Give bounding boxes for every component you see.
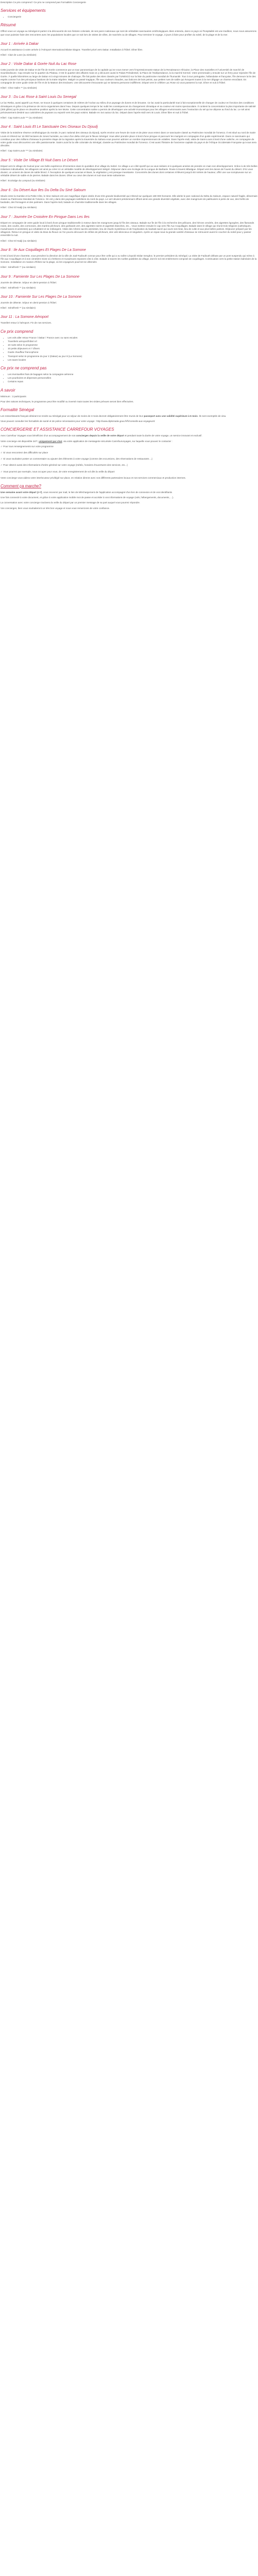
day-title: Jour 4 : Saint Louis Et Le Sanctuaire Des Oiseaux Du Djoudj (1, 125, 98, 129)
day-hotel: Hôtel : Chez El Hadji (ou similaire) (1, 239, 37, 242)
services-title: Services et équipements (1, 8, 46, 13)
day-title: Jour 6 : Du Désert Aux Iles Du Delta Du Siné Saloum (1, 188, 86, 192)
savoir-text: Pour des raisons techniques, le programme peut être modifié ou inversé mais toutes les visites prévues seront bien effectuées. (1, 400, 134, 403)
day-title: Jour 9 : Farniente Sur Les Plages De La Somone (1, 275, 79, 279)
includes-item: • 10 petits déjeuners et 7 dîners (8, 347, 257, 350)
resume-title: Résumé (1, 23, 16, 28)
day-10 (1, 295, 257, 310)
conciergerie-text-post: et pendant toute la durée de votre voyage, un service innovant et exclusif. (124, 434, 202, 437)
day-hotel: Hôtel : Cap Saint-Louis *** (ou similaire) (1, 116, 43, 120)
day-hotel: Hôtel : Chez El Hadji (ou similaire) (1, 206, 37, 209)
day-title: Jour 1 : Arrivée à Dakar (1, 42, 39, 46)
day-text: Transfert retour à l'aéroport. Fin de nos services. (1, 321, 52, 325)
savoir-title: A savoir (1, 387, 15, 393)
comment-title (1, 484, 257, 489)
day-text: Située entre la Gambie et la Petite Côte, le Sine Saloum est une magnifique région dotée d'une très grande biodiversité qui s'étend sur quelques 180 000 hectares. Elle abrite le parc national du Delta du Saloum, espace naturel fragile, désormais classé au Patrimoine Mondial de l'Unesco. On est y dans des paysages sahéliens du nord du pays. Le vert devient prédominant offrant ainsi une grande diversité végétale, avec des mangroves de palétuviers à perte de vue, des forêts de baobabs, des fromagers et des palmiers. Dans l'après-midi, balade en charrette traditionnelle dans les villages. (1, 194, 257, 204)
conciergerie-item: ✓ Si vous souhaitez poster un commentaire ou ajouter des éléments à votre voyage (comme des excursions, des réservations de restaurants ...) (1, 457, 153, 461)
day-title: Jour 2 : Visite Dakar & Gorée Nuit Au Lac Rose (1, 62, 77, 66)
day-text: Départ en compagnie de votre guide local à bord d'une pirogue traditionnelle à moteur dans les mangroves jusqu'à l'île des oiseaux. Balade sur île de l'île à la recherche des pélicans, des hérons cendrés, des aigrettes égorgées, des flamands roses, des courlis, des cormorans, des martins pêcheurs, des goélands vert, des aigrettes noires et aigrettes blanches, etc... Vous mettrez ensuite le cap vers l'île Aux Coquillages. Balade dans le village qui réunit trois religions (catholiques, musulmanes et animistes) qui cohabitent et se mélangent. Visite des Arbres sacrés animistes, lieu de rituels mystérieux et de l'explication du baobab sacré qui ouvre ses bras, lieu de culte et aux plus belles palmes. Déjeuner préparé par les villageois. Retour en pirogue et visite du Bras du fleuve où l'on pourra découvrir de drôles de pêcheurs, des vols silencieux et singuliers. Après un repas sous la grande variété d'oiseaux se retrouvent avant le coucher du soleil pour y passer ensemble la nuit. (1, 221, 254, 237)
day-title: Jour 7 : Journée De Croisière En Pirogue Dans Les Iles (1, 215, 90, 219)
day-text: Le lac Retba, aussi appelé Lac Rose, se trouve à quelques centaines de mètres de l'océan au milieu d'un paysage de dunes et de brousse. Ce lac avait la particularité tout à fait exceptionnelle de changer de couleur en fonction des conditions climatiques et grâce à la présence de micro-organismes dans l'eau. Depuis quelques temps le lac subit les conséquences du changement climatique et sa couleur est moins spectaculaire. Il contient la concentration la plus importante de salinité (300 g/litre) qui le place en deuxième position après la mer Morte. Cette concentration saline a permis de développer une activité économique pour les villages environnants avec l'extraction du sel qui se dépose au fond du lac. Le sel ainsi précieusement destiné aux cuisinières de paysans ou exporté vers les pays voisins. Balade en 4x4 autour du lac. Départ dans l'après-midi vers St Louis. Dîner libre et nuit à l'hôtel. (1, 101, 256, 114)
formalites-text-pre: Les ressortissants français désirant se rendre au Sénégal pour un séjour de moins de 3 mois devront obligatoirement être munis de leur (1, 414, 144, 417)
conciergerie-item: ✓ Vous pourrez par exemple, nous occuper pour vous, de votre enregistrement de vol dès la veille du départ (1, 470, 115, 473)
page (0, 0, 258, 533)
savoir-text: Minimum : 2 participants (1, 395, 26, 398)
comment-text-bold: Une semaine avant votre départ (J-7) (1, 491, 42, 494)
day-hotel: Hôtel : Clair de Lune (ou similaire) (1, 54, 37, 57)
intro-text: Description Ce prix comprend / Ce prix ne comprend pas Formalités Conciergerie (1, 1, 86, 4)
includes-item: • Les taxes locales (8, 359, 257, 362)
day-5 (1, 158, 257, 183)
day-text: Journée de détente. Séjour en demi-pension à l'hôtel. (1, 281, 57, 284)
excludes-item: • Les pourboires et dépenses personnelles (8, 377, 257, 380)
formalites-text (1, 415, 257, 418)
conciergerie-item: ✓ Pour tous renseignements sur votre programme (1, 445, 54, 448)
day-2 (1, 62, 257, 90)
day-7 (1, 215, 257, 243)
conciergerie-text-bold: concierges depuis la veille de votre départ (76, 434, 124, 437)
day-4 (1, 125, 257, 152)
day-11 (1, 315, 257, 325)
day-text: Journée de détente. Séjour en demi-pension à l'hôtel. (1, 301, 57, 304)
services-list (1, 15, 257, 19)
day-6 (1, 188, 257, 210)
conciergerie-text (1, 440, 257, 443)
formalites-title: Formalité Sénégal (1, 407, 34, 412)
day-hotel: Hôtel : Sénéfresh ** (ou similaire) (1, 286, 36, 289)
comment-text (1, 491, 257, 494)
resume-text: Offrez-vous un voyage au Sénégal et partez à la découverte de son histoire coloniale, de ses parcs nationaux qui sont de véritables sanctuaires ornithologiques. Bien entendu, dans ce pays où l'hospitalité est une tradition, nous nous assurerons que vous puissiez faire des rencontres avec les populations locales que ce soit lors de visites de villes, de marchés ou de villages. Pour terminer le voyage, 3 jours à faire pour profiter du soleil, de la plage et de la mer. (1, 30, 256, 36)
comment-text-post: , vous recevrez par mail, le lien de téléchargement de l'application accompagné d'un lien de connexion et de vos identifiants. (42, 491, 173, 494)
includes-item: • Transferts aéroport/hôtel A/r (8, 340, 257, 343)
comment-text: Vos concierges, bien vous souhaiteront un très bon voyage et nous vous remercions de votre confiance. (1, 506, 110, 510)
includes-item: • Transport selon le programme du jour 2 (Dakar) au jour 8 (La Somone) (8, 355, 257, 358)
day-hotel: Hôtel : Ecolodge du Lompoul (ou similaire) (1, 179, 45, 182)
comment-title-text: Comment ça marche? (1, 484, 41, 489)
comment-text: Une fois connecté à votre document, et grâce à votre application mobile mot de passe et accéder à vos informations de voyage (vols, hébergements, documents, ...). (1, 496, 174, 499)
excludes-item: • Les éventuelles frais de bagages selon la compagnie aérienne (8, 373, 257, 376)
excludes-item: • Certains repas (8, 380, 257, 383)
day-title: Jour 5 : Visite De Village Et Nuit Dans Le Désert (1, 158, 78, 162)
comment-text: La conversation avec votre concierge s'activera la veille du départ par un premier message de sa part auquel vous pourrez répondre. (1, 501, 140, 504)
day-text: Accueil et assistance à votre arrivée à l'Aéroport International Blaise Diagne. Transfert privé vers Dakar. Installation à l'hôtel. Dîner libre. (1, 48, 143, 51)
day-hotel: Hôtel : Sénéfresh ** (ou similaire) (1, 266, 36, 269)
day-title: Jour 8 : Ile Aux Coquillages Et Plages De La Somone (1, 248, 86, 252)
conciergerie-text-bold (39, 440, 62, 443)
conciergerie-text-pre: Votre concierge est disponible 24/7, (1, 439, 39, 443)
includes-item: • Guide chauffeur francophone (8, 351, 257, 354)
day-text: C'est à bord d'une charrette, vous prendrez la direction de la ville de Joal-Fadiouth connue pour être celle qui a vu naître Léopold Sédar Senghor, le premier président du Sénégal. La visite de Fadiouth débute par un pont suspendu qui mène à l'île aux Coquillages et à son cimetière mixte où chrétiens et musulmans reposent côte à côte. Balade à travers les ruelles paisibles du village, dont le sol est entièrement composé de coquillages. Continuation vers la petite station balnéaire de la Somone. Installation en maison d'hôtes sur la plage, où les voyageurs pourront se détendre. (1, 254, 257, 264)
day-9 (1, 275, 257, 290)
conciergerie-item: ✓ Pour obtenir aussi des informations d'ordre général sur votre voyage (météo, horaires d'ouvertures des services, etc...) (1, 464, 128, 467)
day-1 (1, 42, 257, 57)
day-3 (1, 95, 257, 120)
includes-item: • 10 nuits selon le programme (8, 344, 257, 347)
conciergerie-item: ✓ Si vous rencontrez des difficultés sur place (1, 451, 49, 454)
excludes-list (1, 373, 257, 384)
conciergerie-text-pre: Avec Carrefour Voyages vous bénéficiez d'un accompagnement de nos (1, 434, 76, 437)
day-8 (1, 248, 257, 269)
day-hotel: Hôtel : Sénéfresh ** (ou similaire) (1, 307, 36, 310)
conciergerie-text (1, 434, 257, 437)
includes-title: Ce prix comprend (1, 329, 34, 334)
excludes-title: Ce prix ne comprend pas (1, 365, 47, 370)
day-title: Jour 11 : La Somone Aéroport (1, 315, 49, 319)
includes-list (1, 336, 257, 362)
day-text: Cette journée de visite de Dakar et de l'île de Gorée commence par un tour panoramique de la capitale qui se vous mener vers l'impressionnante statue de la Renaissance Africaine, la Place des manielles et l'université de marché de Soumbedioune. Cap ensuite sur le quartier du Plateau. C'est le quartier des affaires mais on y découvre aussi le Palais Présidentiel, la Place de l'Indépendance, la la marché Kermel. Votre promenade y ensuite sur un ferry pour rejoindre l'île de Gorée. À quelle kilomètres au large de Dakar et à vingt minutes de chaloupe, l'île fait partie des sites classés par l'UNESCO sur la liste du patrimoine mondial de l'humanité. Tour à tour portugaise, hollandaise et française, l'île demeure la lie des esprits comme l'un des principaux bastions de la traite négrière. Malgré ce passé tragique, l'île aux couleurs chaudes, aux balcons de bois peints, aux petites rues de sable qui évoquent toutes à la mer dégage un charme envoûtant. En compagnie de votre guide visite de l'île et de la Maison des Esclaves. Une découverte émouvante qui ne laissera personne indifférent. Départ vers le célèbre Lac Rose où vous passerez la nuit. Dîner et nuit à l'hôtel. (1, 69, 256, 84)
includes-item: • Les vols aller retour France / Dakar / France avec ou sans escales (8, 336, 257, 340)
formalites-text-post: . Ils sont exemptés de visa. (198, 414, 227, 417)
day-hotel: Hôtel : Chez Salim ** (ou similaire) (1, 87, 37, 90)
conciergerie-text-post: , via votre application de messagerie sécurisée Carrefourvoyages, sur laquelle vous pouvez le contacter : (62, 439, 173, 443)
conciergerie-list (1, 445, 257, 473)
day-title: Jour 3 : Du Lac Rose à Saint Louis Du Senegal (1, 95, 76, 99)
conciergerie-title: CONCIERGERIE ET ASSISTANCE CARREFOUR VOYAGES (1, 427, 115, 432)
conciergerie-text-underline: uniquement par chat (39, 439, 62, 443)
day-hotel: Hôtel : Cap Saint-Louis *** (ou similaire) (1, 149, 43, 152)
formalites-link-text: Vous pouvez consulter les formalités de santé et de police nécessaires pour votre voyage : http://www.diplomatie.gouv.fr/fr/conseils-aux-voyageurs/ (1, 420, 155, 423)
conciergerie-text: Votre concierge vous aidera votre interlocuteur privilégié sur place, en relation directe avec nos différents partenaires locaux et nos services commerciaux et production internes. (1, 476, 186, 479)
formalites-text-bold: passeport avec une validité supérieure à 6 mois (143, 414, 198, 417)
day-title: Jour 10 : Farniente Sur Les Plages De La Somone (1, 295, 82, 299)
services-item: • Conciergerie (8, 15, 257, 19)
day-text: Départ vers le village de Guéoul pour une belle expérience d'immersion dans le quotidien d'un village du Sahel. Ce village a un côté sportif qui va vous séduire et à quelques années de prendre en main son développement. Grâce à de très belles initiatives individuelles, les villageois ont ainsi pu créer ici un véritable modèle de développement intégré. Déjeuner dans une écologie de la Langue de Barbarie. Route à travers Mbatigue. Départ vers les dunes de l'ouest du désert. D'ici vous doutez, un univers de dunes de sable blond. À l'exception de quelques acacias et Baos, la végétation y est presque inexistante. Concentrés des dunes dont certaines s'élèvent jusqu'à 50 mètres de hauteur, offrir une vue somptueuse sur un véritable désert de sable et de pierres. Balade dans les dunes. Dîner au cœur des dunes et nuit sous tente saharienne. (1, 164, 257, 177)
day-text: Visite de la troisième réserve ornithologique du monde, le parc national des oiseaux du Djoudj. Après environ une heure de route et de piste vous entrez dans ce sanctuaire classé au Patrimoine mondial de l'Unesco. Il est situé au nord de Saint-Louis et s'étend sur 16 000 hectares de zones humides, au cœur d'un delta créé par le fleuve Sénégal. Vous allez prendre place à bord d'une pirogue et parcourir les marigots en compagnie d'un guide expérimenté. Dans ce sanctuaire qui constitue pour des millions d'oiseaux la première étape de la migration après la traversée du Sahara vous pourrez admirer un nombre impressionnant de volatiles. Dans l'après-midi, visite de Saint-Louis à bord d'une calèche, en compagnie de votre guide vous découvrirez une ville passionnante. Saint-Louis fut la ville coloniale du Sénégal, classée au Patrimoine mondial de l'Unesco. C'est aussi l'histoire de l'ancienne capitale du pays et de l'Afrique Occidentale Française qui vous sera dévoilée. (1, 131, 256, 147)
